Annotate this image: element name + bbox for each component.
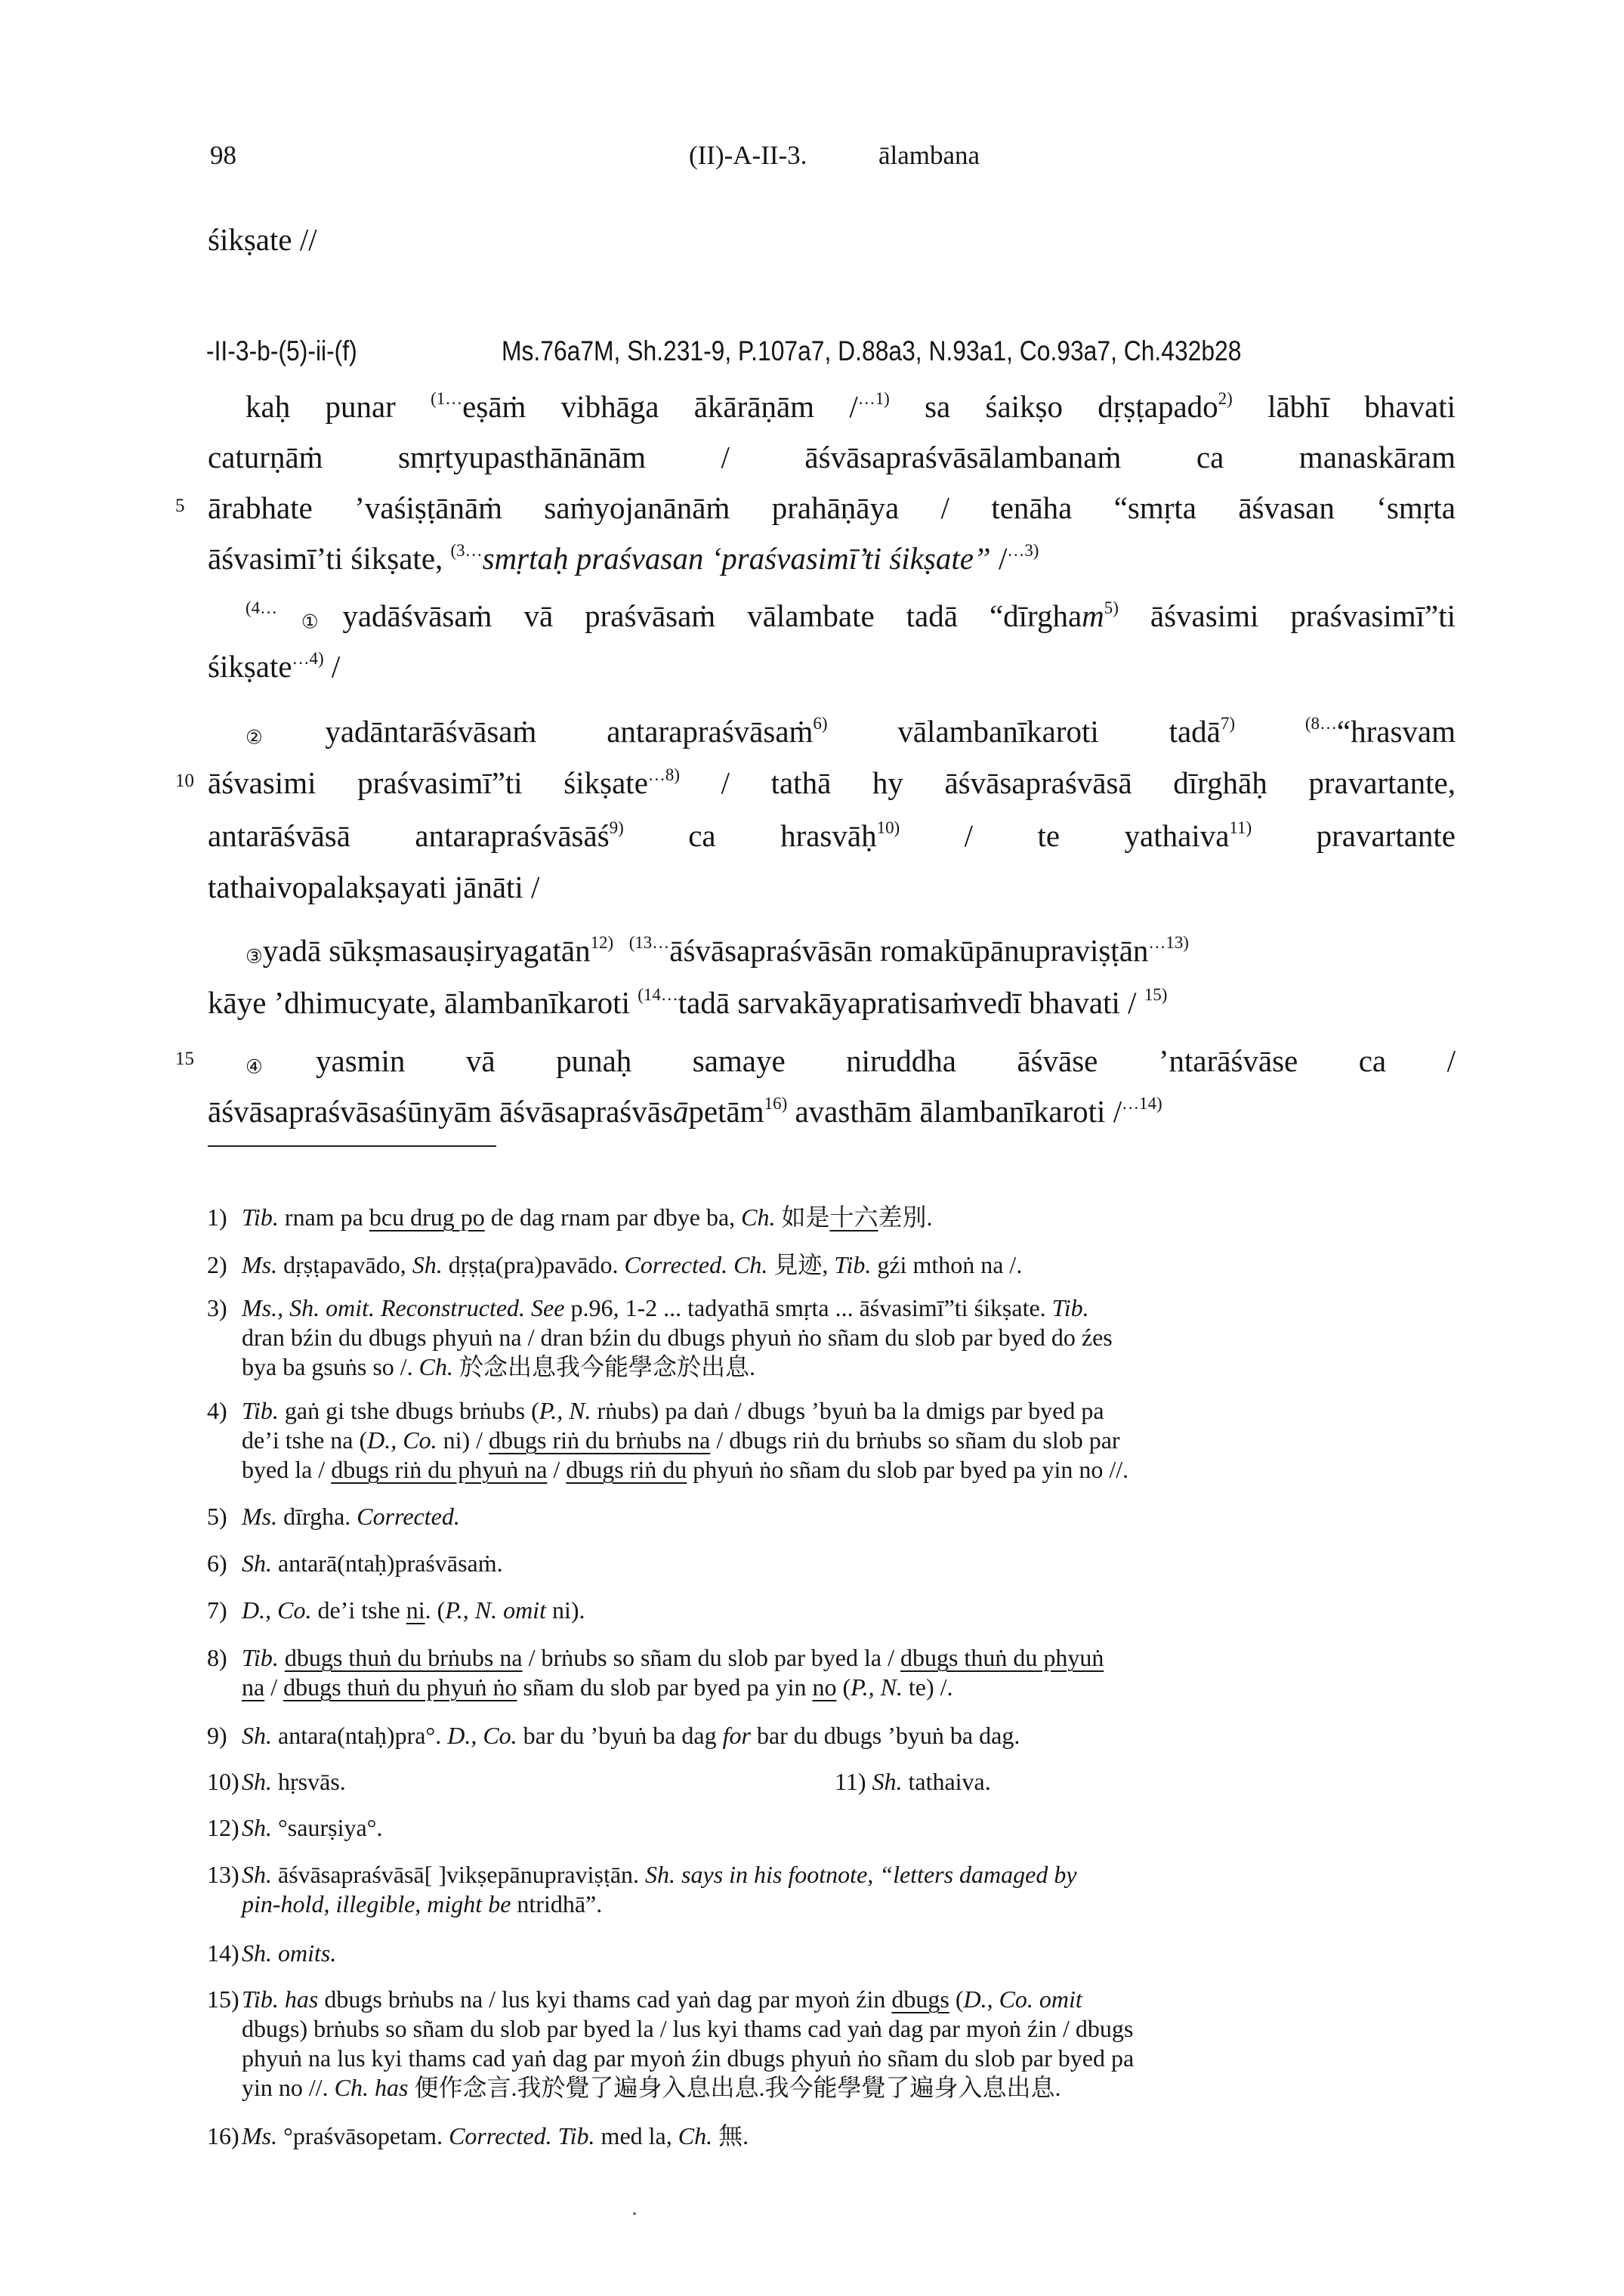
footnote-rule	[208, 1145, 496, 1147]
text-line-10: tathaivopalakṣayati jānāti /	[208, 870, 540, 904]
footnote-16: 16) Ms. °praśvāsopetam. Corrected. Tib. med la, Ch. 無.	[207, 2122, 749, 2149]
footnote-12: 12) Sh. °saurṣiya°.	[207, 1814, 383, 1841]
footnote-8: 8) Tib. dbugs thuṅ du brṅubs na / brṅubs so sñam du slob par byed la / dbugs thuṅ du phyuṅ na / dbugs thuṅ du phyuṅ ṅo sñam du slob par byed pa yin no (P., N. te) /.	[207, 1644, 1104, 1701]
continuation-line: śikṣate //	[208, 222, 317, 257]
text-line-11: ③yadā sūkṣmasauṣiryagatān$^{12)}$ $^{(13\dots}$āśvāsapraśvāsān romakūpānupraviṣṭān$^{\dots 13)}$	[245, 932, 1189, 968]
footnote-2: 2) Ms. dṛṣṭapavādo, Sh. dṛṣṭa(pra)pavādo. Corrected. Ch. 見迹, Tib. gźi mthoṅ na /.	[207, 1251, 1023, 1278]
text-line-1: kaḥ punar $^{(1\dots}$eṣāṁ vibhāga ākārāṇām /$^{\dots 1)}$ sa śaikṣo dṛṣṭapado$^{2)}$ lābhī bhavati	[245, 388, 1456, 424]
footnote-7: 7) D., Co. de’i tshe ni. (P., N. omit ni).	[207, 1596, 585, 1624]
footnote-9: 9) Sh. antara(ntaḥ)pra°. D., Co. bar du ’byuṅ ba dag for bar du dbugs ’byuṅ ba dag.	[207, 1722, 1020, 1749]
line-number-5: 5	[175, 496, 185, 516]
text-line-6: śikṣate$^{\dots 4)}$ /	[208, 648, 341, 684]
text-line-9: antarāśvāsā antarapraśvāsāś$^{9)}$ ca hrasvāḥ$^{10)}$ / te yathaiva$^{11)}$ pravartante	[208, 817, 1456, 853]
text-line-8: āśvasimi praśvasimī”ti śikṣate$^{\dots 8)}$ / tathā hy āśvāsapraśvāsā dīrghāḥ pravartante,	[208, 765, 1456, 800]
text-line-3: ārabhate ’vaśiṣṭānāṁ saṁyojanānāṁ prahāṇāya / tenāha “smṛta āśvasan ‘smṛta	[208, 490, 1456, 525]
passage-reference-id: -II-3-b-(5)-ii-(f)	[206, 335, 357, 366]
footnote-3: 3) Ms., Sh. omit. Reconstructed. See p.96, 1-2 ... tadyathā smṛta ... āśvasimī”ti śikṣate. Tib. dran bźin du dbugs phyuṅ na / dran bźin du dbugs phyuṅ ṅo sñam du slob par byed do źes bya ba gsuṅs so /. Ch. 於念出息我今能學念於出息.	[207, 1294, 1113, 1380]
footnote-14: 14) Sh. omits.	[207, 1939, 337, 1967]
text-line-13: ④yasmin vā punaḥ samaye niruddha āśvāse ’ntarāśvāse ca /	[245, 1043, 1456, 1078]
footnote-15: 15) Tib. has dbugs brṅubs na / lus kyi thams cad yaṅ dag par myoṅ źin dbugs (D., Co. omit dbugs) brṅubs so sñam du slob par byed la / lus kyi thams cad yaṅ dag par myoṅ źin / dbugs phyuṅ na lus kyi thams cad yaṅ dag par myoṅ źin dbugs phyuṅ ṅo sñam du slob par byed pa yin no //. Ch. has 便作念言.我於覺了遍身入息出息.我今能學覺了遍身入息出息.	[207, 1985, 1135, 2101]
scan-speck	[633, 2212, 636, 2215]
footnote-10: 10) Sh. hṛsvās.	[207, 1768, 346, 1795]
page-number: 98	[210, 141, 236, 170]
footnote-11: 11) Sh. tathaiva.	[835, 1768, 991, 1795]
section-header: (II)-A-II-3.	[689, 141, 807, 170]
text-line-7: ②yadāntarāśvāsaṁ antarapraśvāsaṁ$^{6)}$ vālambanīkaroti tadā$^{7)}$ $^{(8\dots}$“hrasvam	[245, 713, 1456, 749]
footnote-6: 6) Sh. antarā(ntaḥ)praśvāsaṁ.	[207, 1550, 503, 1577]
passage-locations: Ms.76a7M, Sh.231-9, P.107a7, D.88a3, N.93a1, Co.93a7, Ch.432b28	[502, 335, 1242, 366]
text-line-5: $^{(4\dots}$①yadāśvāsaṁ vā praśvāsaṁ vālambate tadā “dīrgham$^{5)}$ āśvasimi praśvasimī”ti	[245, 598, 1456, 633]
footnote-1: 1) Tib. rnam pa bcu drug po de dag rnam par dbye ba, Ch. 如是十六差別.	[207, 1204, 933, 1231]
text-line-12: kāye ’dhimucyate, ālambanīkaroti $^{(14\dots}$tadā sarvakāyapratisaṁvedī bhavati / $^{15)}$	[208, 984, 1168, 1020]
running-title: ālambana	[878, 141, 980, 170]
text-line-2: caturṇāṁ smṛtyupasthānānām / āśvāsapraśvāsālambanaṁ ca manaskāram	[208, 440, 1456, 474]
text-line-4: āśvasimī’ti śikṣate, $^{(3\dots}$smṛtaḥ praśvasan ‘praśvasimī’ti śikṣate” /$^{\dots 3)}$	[208, 540, 1039, 576]
line-number-10: 10	[175, 771, 194, 791]
text-line-14: āśvāsapraśvāsaśūnyām āśvāsapraśvāsāpetām$^{16)}$ avasthām ālambanīkaroti /$^{\dots 14)}$	[208, 1093, 1162, 1129]
line-number-15: 15	[175, 1049, 194, 1069]
footnote-13: 13) Sh. āśvāsapraśvāsā[ ]vikṣepānupraviṣṭān. Sh. says in his footnote, “letters damaged by pin-hold, illegible, might be ntridhā”.	[207, 1861, 1077, 1917]
footnote-5: 5) Ms. dīrgha. Corrected.	[207, 1503, 460, 1530]
footnote-4: 4) Tib. gaṅ gi tshe dbugs brṅubs (P., N. rṅubs) pa daṅ / dbugs ’byuṅ ba la dmigs par byed pa de’i tshe na (D., Co. ni) / dbugs riṅ du brṅubs na / dbugs riṅ du brṅubs so sñam du slob par byed la / dbugs riṅ du phyuṅ na / dbugs riṅ du phyuṅ ṅo sñam du slob par byed pa yin no //.	[207, 1397, 1129, 1483]
